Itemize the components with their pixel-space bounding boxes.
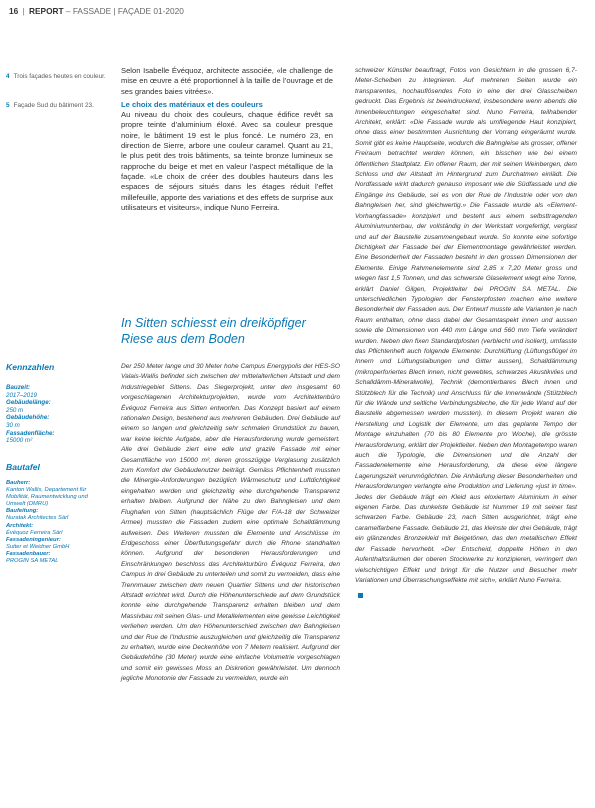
fact-item: [6, 384, 106, 399]
french-quote: Selon Isabelle Évéquoz, architecte associée, «le challenge de mise en œuvre a été proportionnel à la taille de l’ouvrage et de ses grandes baies vitrées».: [121, 66, 333, 96]
end-of-article-mark: [358, 593, 363, 598]
french-subheading: Le choix des matériaux et des couleurs: [121, 99, 263, 109]
german-paragraph: Der 250 Meter lange und 30 Meter hohe Campus Energypolis der HES-SO Valais-Wallis befindet sich zwischen der mittelalterlichen Altstadt und dem Industriegebiet Sittens. Das Siegerprojekt, unter den insgesamt 60 vorgeschlagenen Architekturprojekten, wurde vom Architektenbüro Évéquoz Ferreira aus Sitten entworfen. Das Konzept basiert auf einem rationalen Design, bestehend aus mehreren Gebäuden. Drei Gebäude auf einem so langen und gleichzeitig sehr schmalen Grundstück zu bauen, war keine leichte Aufgabe, aber die Herausforderung wurde gemeistert. Alle drei Gebäude ziert eine edle und grazile Fassade mit einer Gesamtfläche von 15000 m², deren grosszügige Verglasung zusätzlich zum Komfort der Gebäudenutzer beiträgt. Gemäss Pflichtenheft mussten die Minergie-Anforderungen bezüglich Wärmeschutz und Luftdichtigkeit eingehalten werden und gleichzeitig eine durchgehende Transparenz erhalten bleiben. Aufgrund der Nähe zu den Bahngleisen und dem Flughafen von Sitten (hauptsächlich Flüge der F/A-18 der Schweizer Armee) mussten die Fassaden zudem eine optimale Schalldämmung aufweisen. Des Weiteren mussten die Elemente und Anschlüsse im Erdgeschoss einer Überflutungsgefahr durch die Rhone standhalten können. Aufgrund der besonderen Herausforderungen und Einschränkungen beschloss das Architekturbüro Évéquoz Ferreira, den Campus in drei Gebäude zu unterteilen und somit zu vermeiden, dass eine Trennmauer zwischen dem neuen Quartier Sittens und der historischen Altstadt errichtet wird. Durch die Höhenunterschiede auf dem Grundstück konnte eine durchgehende Transparenz erhalten bleiben und dem Massivbau mit seinen Glas- und Metallelementen eine gewisse Leichtigkeit verliehen werden. Um den Höhenunterschied zwischen den Bahngleisen und der Rue de l’Industrie auszugleichen und gleichzeitig die Transparenz zu erhalten, wurde eine Deckenhöhe von 7 Metern realisiert. Aufgrund der Gebäudehöhe (30 Meter) wurde eine einfache Volumetrie vorgeschlagen und somit ein gewisses Moss an Diskretion gewährleistet. Um dennoch jegliche Monotonie der Fassade zu vermeiden, wurde ein: [121, 363, 340, 683]
section-label: REPORT: [29, 6, 64, 16]
fact-label: Gebäudelänge:: [6, 399, 51, 407]
fact-value: 250 m: [6, 406, 24, 414]
credit-item: [6, 551, 106, 565]
german-column-1: [121, 362, 340, 685]
credit-item: [6, 537, 106, 551]
french-paragraph: Au niveau du choix des couleurs, chaque édifice revêt sa propre teinte d’aluminium éloxé. Avec sa couleur presque noire, le bâtiment 19 est le plus foncé. Le numéro 23, en direction de Sierre, arbore une couleur caramel. Quant au 21, le plus petit des trois bâtiments, sa teinte bronze lumineux se rapproche du beige et met en valeur l’aspect métallique de la façade. «Le choix de créer des doubles hauteurs dans les espaces de séjours situés dans les étages réduit l’effet millefeuille, apporte des variations et des effets de surprise aux utilisateurs et visiteurs», indique Nuno Ferreira.: [121, 110, 333, 212]
fact-item: [6, 430, 106, 445]
bautafel-heading: Bautafel: [6, 462, 40, 472]
credit-item: [6, 508, 106, 522]
article-headline: In Sitten schiesst ein dreiköpfiger Riese aus dem Boden: [121, 316, 306, 346]
credit-value: Nuratak Architectes Sàrl: [6, 515, 69, 522]
fact-item: [6, 399, 106, 414]
header-separator: |: [22, 6, 25, 16]
caption-number: 5: [6, 102, 10, 109]
credit-label: Fassadeningenieur:: [6, 536, 61, 543]
header-title: – FASSADE | FAÇADE 01-2020: [65, 6, 184, 16]
credit-value: Sutter et Weidner GmbH: [6, 543, 70, 550]
fact-label: Bauzeit:: [6, 384, 31, 391]
credit-item: [6, 480, 106, 508]
page-number: 16: [9, 6, 19, 16]
fact-label: Fassadenfläche:: [6, 429, 55, 437]
german-paragraph: schweizer Künstler beauftragt, Fotos von Gesichtern in die grossen 6,7-Meter-Scheiben zu integrieren. Auf mehreren Seiten wurde ein transparentes, hochauflösendes Foto in eine der drei Glasscheiben gedruckt. Das Ergebnis ist beeindruckend, insbesondere wenn abends die Innenbeleuchtungen eingeschaltet sind. Nuno Ferreira, teilhabender Architekt, erklärt: «Die Fassade wurde als umfliegende Haut konzipiert, ohne dass einer bestimmten Ausrichtung der Vorrang eingeräumt wurde. Somit gibt es keine Hauptseite, wodurch die Bahngleise als grosser, offener Freiraum betrachtet werden können, ein bisschen wie bei einem öffentlichen Stadtplatz. Ein offener Raum, der mit seinen Weinbergen, dem Schloss und der Altstadt im Hintergrund zum Durchatmen einlädt. Die Nordfassade wirkt dadurch genauso imposant wie die Südfassade und die Eingänge ins Gebäude, sei es von der Rue de l’Industrie oder von den Bahngleisen her, sind gleichwertig.» Die Fassade wurde als «Element-Vorhangfassade» konzipiert und besteht aus einem selbsttragenden Aluminiumunterbau, der vollständig in der Werkstatt vorgefertigt, verglast und auf der Baustelle zusammengebaut wurde. So konnte eine sofortige Dichtigkeit der Fassade bei der Elementmontage gewährleistet werden. Eine Besonderheit der Fassaden besteht in den grossen Dimensionen der Elemente. Einige Rahmenelemente sind 2,85 x 7,20 Meter gross und wiegen fast 1,5 Tonnen, und das schwerste Glaselement wiegt eine Tonne, erklärt Daniel Gilgen, Projektleiter bei PROGIN SA METAL. Die unterschiedlichen Typologien der Fensterpfosten machen eine weitere Besonderheit der Fassaden aus. Der Entwurf musste alle Varianten je nach Raum enthalten, ohne dass dabei der Gesamtaspekt innen und aussen sowie die Dimensionen von 440 mm Länge und 560 mm Tiefe verändert wurden. Neben den fixen Standardpfosten (verblecht und isoliert), umfasste das Pflichtenheft auch folgende Elemente: Durchlüftung (Lüftungsflügel im Innern und Lüftungslaibungen und Gitter aussen), Schalldämmung (mikroperforiertes Blech innen, nicht gewebtes, schwarzes Akustikvlies und Schalldämm-Mineralwolle), Technik (demontierbares Blech innen und Stützblech für die Technik) und Anschluss für die Innenwände (Stützblech für die Wände und seitliche Verbindungsbleche, die für jede Wand auf der Baustelle abgemessen werden mussten). In diesem Projekt waren die Herstellung und Logistik der Elemente, um das geplante Tempo der Montage einzuhalten (70 bis 80 Elemente pro Woche), die grösste Herausforderung, erklärt der Projektleiter. Neben den Montagetempo waren auch die Typologie, die Dimensionen und die Anzahl der Fassadenelemente eine Herausforderung, da diese eine längere Lagerungszeit verunmöglichten. Die Anhäufung dieser Besonderheiten und Herausforderungen verlangte eine Produktion und Lieferung «just in time». Jedes der Gebäude trägt ein Kleid aus eloxiertem Aluminium in einer eigenen Farbe. Das dunkelste Gebäude ist Nummer 19 mit seiner fast schwarzen Farbe. Gebäude 23, nach Sitten ausgerichtet, trägt eine caramelfarbene Fassade. Gebäude 21, das kleinste der drei Gebäude, trägt ein glänzendes Bronzekleid mit Beigetönen, das den metallischen Effekt der Fassade hervorhebt. «Der Entscheid, doppelte Höhen in den Aufenthaltsräumen der oberen Stockwerke zu konzipieren, verringert den vielschichtigen Effekt und bringt für die Nutzer und Besucher mehr Variationen und Überraschungseffekte mit sich», erklärt Nuno Ferreira.: [355, 67, 577, 584]
french-text: [121, 66, 333, 213]
credit-item: [6, 523, 106, 537]
page-header: [9, 6, 184, 16]
bautafel-list: [6, 480, 106, 565]
fact-value: 2017–2019: [6, 391, 37, 399]
credit-label: Architekt:: [6, 522, 34, 529]
caption-4: [6, 73, 106, 81]
caption-text: Trois façades heutes en couleur.: [13, 73, 106, 80]
caption-5: [6, 102, 106, 110]
caption-text: Façade Sud du bâtiment 23.: [13, 102, 94, 109]
credit-label: Baufeitung:: [6, 508, 39, 515]
credit-label: Fassadenbauer:: [6, 550, 51, 557]
credit-label: Bauherr:: [6, 480, 31, 486]
credit-value: Kanton Wallis, Departement für Mobilität, Raumentwicklung und Umwelt (DMRU): [6, 487, 88, 508]
kennzahlen-heading: Kennzahlen: [6, 362, 55, 372]
caption-number: 4: [6, 73, 10, 80]
credit-value: Évéquoz Ferreira Sàrl: [6, 529, 63, 536]
fact-value: 15000 m²: [6, 437, 33, 445]
german-column-2: [355, 66, 577, 604]
fact-item: [6, 414, 106, 429]
kennzahlen-list: [6, 384, 106, 445]
credit-value: PROGIN SA METAL: [6, 558, 59, 565]
fact-label: Gebäudehöhe:: [6, 414, 50, 422]
fact-value: 30 m: [6, 421, 20, 429]
